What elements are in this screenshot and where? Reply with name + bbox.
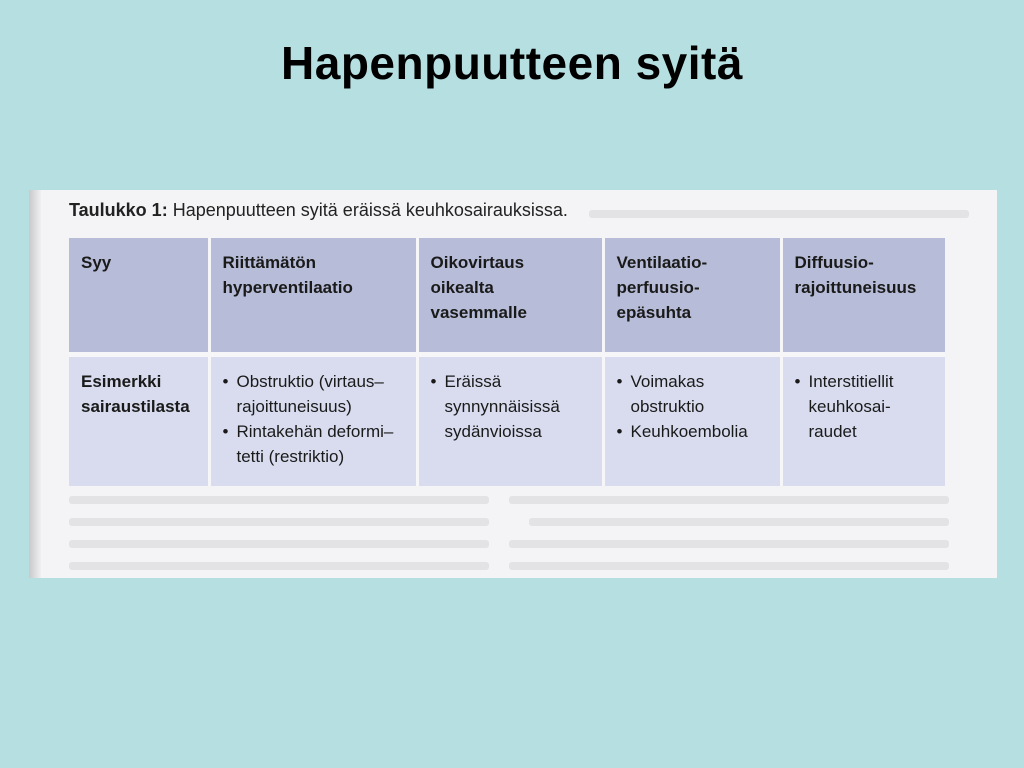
bullet-icon: • xyxy=(616,372,623,391)
bullet-list xyxy=(795,369,934,444)
bullet-list xyxy=(617,369,768,444)
header-cell: Syy xyxy=(69,238,209,355)
list-item xyxy=(431,369,590,444)
list-item xyxy=(223,369,404,419)
table-caption-text: Hapenpuutteen syitä eräissä keuhkosairauksissa. xyxy=(167,200,568,220)
header-cell: Oikovirtaus oikealta vasemmalle xyxy=(417,238,603,355)
bullet-icon: • xyxy=(616,422,623,441)
bleed-through-line xyxy=(589,210,969,218)
bleed-through-line xyxy=(69,562,489,570)
bleed-through-line xyxy=(509,562,949,570)
bleed-through-line xyxy=(69,496,489,504)
bullet-list xyxy=(223,369,404,469)
scan-page-edge xyxy=(29,190,41,578)
bleed-through-line xyxy=(509,496,949,504)
bleed-through-line xyxy=(529,518,949,526)
causes-table xyxy=(69,238,945,486)
table-cell xyxy=(417,355,603,487)
list-item-text: Interstitiellit keuhkosai-raudet xyxy=(808,372,894,441)
list-item-text: Voimakas obstruktio xyxy=(630,372,705,416)
table-caption-label: Taulukko 1: xyxy=(69,200,168,220)
list-item-text: Eräissä synnynnäisissä sydänvioissa xyxy=(444,372,560,441)
bleed-through-line xyxy=(69,540,489,548)
table-row xyxy=(69,355,945,487)
slide-title: Hapenpuutteen syitä xyxy=(281,37,743,89)
list-item-text: Keuhkoembolia xyxy=(630,422,748,441)
bullet-icon: • xyxy=(222,422,229,441)
header-cell: Riittämätön hyperventilaatio xyxy=(209,238,417,355)
table-cell xyxy=(209,355,417,487)
scanned-table-image xyxy=(29,190,997,578)
header-cell: Diffuusio-rajoittuneisuus xyxy=(781,238,945,355)
table-cell xyxy=(781,355,945,487)
list-item xyxy=(617,369,768,419)
table-cell xyxy=(603,355,781,487)
table-caption xyxy=(69,200,568,221)
list-item-text: Rintakehän deformi–tetti (restriktio) xyxy=(236,422,394,466)
list-item xyxy=(223,419,404,469)
bleed-through-line xyxy=(69,518,489,526)
table-header-row xyxy=(69,238,945,355)
list-item xyxy=(617,419,768,444)
bullet-icon: • xyxy=(794,372,801,391)
row-label: Esimerkki sairaustilasta xyxy=(69,355,209,487)
bullet-list xyxy=(431,369,590,444)
list-item-text: Obstruktio (virtaus–rajoittuneisuus) xyxy=(236,372,384,416)
bleed-through-line xyxy=(509,540,949,548)
bullet-icon: • xyxy=(430,372,437,391)
list-item xyxy=(795,369,934,444)
header-cell: Ventilaatio-perfuusio-epäsuhta xyxy=(603,238,781,355)
bullet-icon: • xyxy=(222,372,229,391)
